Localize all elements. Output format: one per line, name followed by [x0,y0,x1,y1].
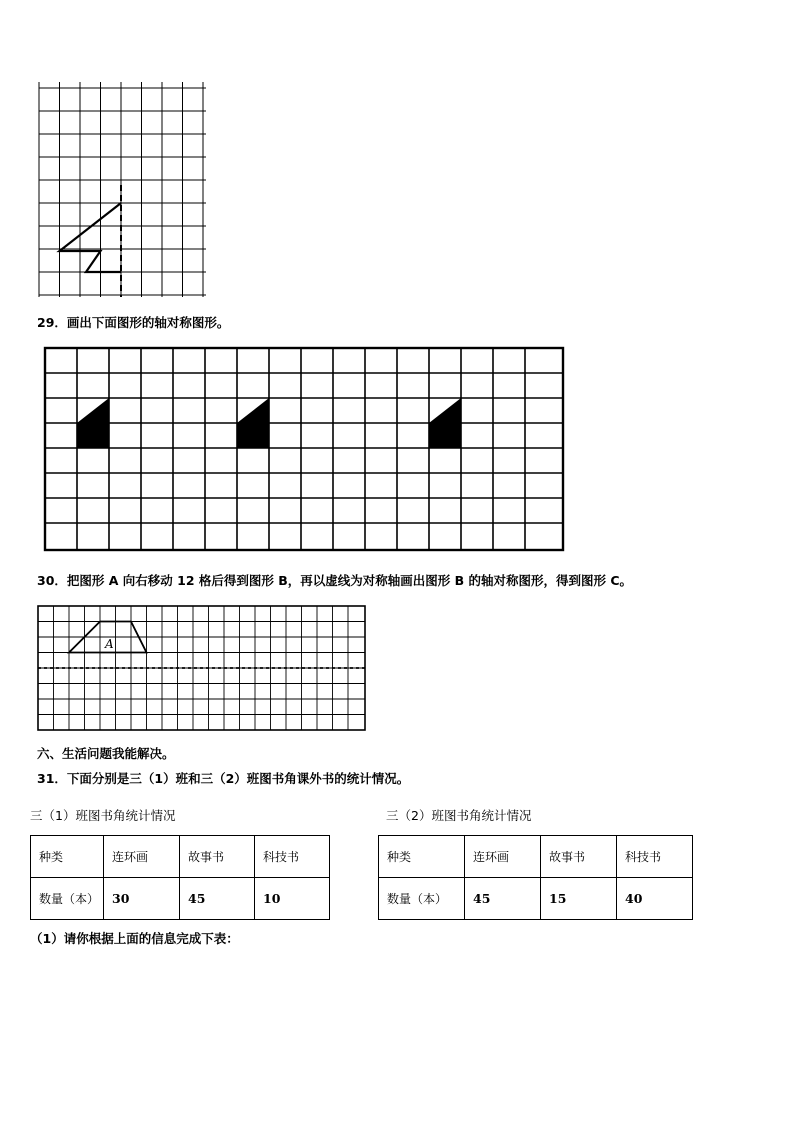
table-row [379,878,693,920]
table-cell: 30 [104,878,180,920]
table-row [31,878,330,920]
table-header-cell: 连环画 [465,836,541,878]
question-text: 画出下面图形的轴对称图形。 [66,315,230,330]
table1-caption: 三（1）班图书角统计情况 [30,808,176,823]
question-text: 下面分别是三（1）班和三（2）班图书角课外书的统计情况。 [66,771,410,786]
question-30 [37,571,632,589]
table2-caption: 三（2）班图书角统计情况 [386,808,532,823]
table1 [30,835,330,920]
question-number: 31． [37,771,67,786]
filled-shape-3 [429,398,461,448]
table-cell: 45 [465,878,541,920]
table-header-cell: 故事书 [180,836,255,878]
filled-shape-1 [77,398,109,448]
sub-question-1: （1）请你根据上面的信息完成下表： [30,931,239,946]
section-6-title: 六、生活问题我能解决。 [37,746,175,761]
table-header-cell: 连环画 [104,836,180,878]
question-number: 29． [37,315,67,330]
filled-shape-2 [237,398,269,448]
table-header-cell: 科技书 [255,836,330,878]
table-cell: 40 [617,878,693,920]
table-header-cell: 科技书 [617,836,693,878]
question-31 [37,769,409,787]
half-shape [60,203,122,272]
table-header-cell: 种类 [31,836,104,878]
table-header-cell: 种类 [379,836,465,878]
table-row-label: 数量（本） [379,878,465,920]
table-row [379,836,693,878]
table-row-label: 数量（本） [31,878,104,920]
table-header-cell: 故事书 [541,836,617,878]
table-cell: 10 [255,878,330,920]
question-text: 把图形 A 向右移动 12 格后得到图形 B，再以虚线为对称轴画出图形 B 的轴对称图形，得到图形 C。 [66,573,633,588]
table-row [31,836,330,878]
table-cell: 15 [541,878,617,920]
shape-a-label: A [105,637,114,651]
table2 [378,835,693,920]
question-29 [37,313,229,331]
table-cell: 45 [180,878,255,920]
question-number: 30． [37,573,67,588]
